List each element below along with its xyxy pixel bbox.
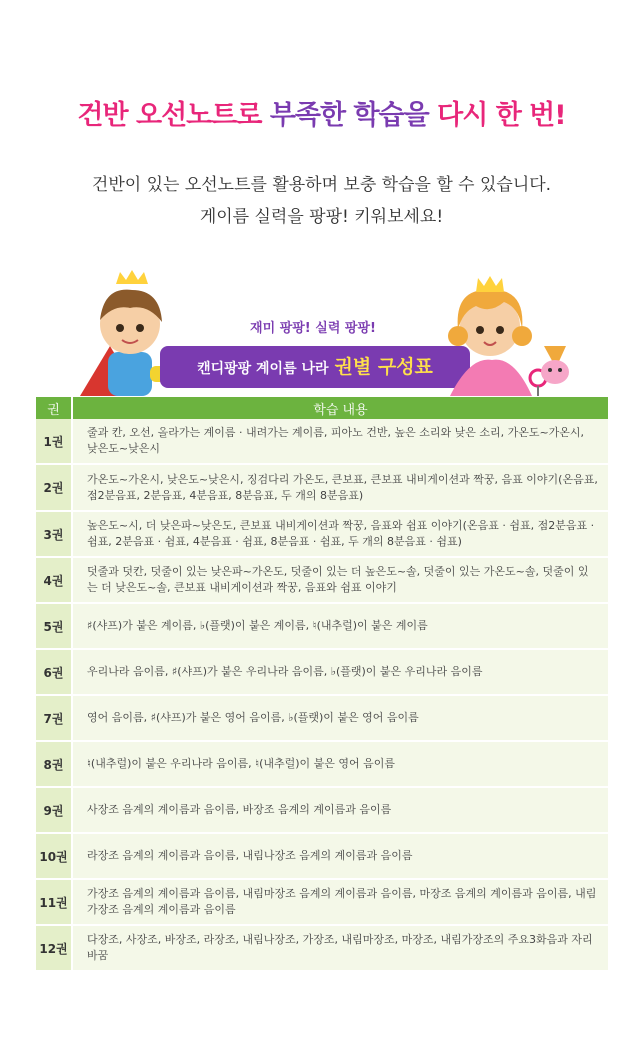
volume-cell: 4권 [36,557,72,603]
table-row [36,511,608,557]
content-cell: 높은도~시, 더 낮은파~낮은도, 큰보표 내비게이션과 짝꿍, 음표와 쉼표 이야기(온음표 · 쉼표, 점2분음표 · 쉼표, 2분음표 · 쉼표, 4분음표 · 쉼표, 8분음표 · 쉼표, 두 개의 8분음표 · 쉼표) [72,511,608,557]
content-cell: 가장조 음계의 계이름과 음이름, 내림마장조 음계의 계이름과 음이름, 마장조 음계의 계이름과 음이름, 내림가장조 음계의 계이름과 음이름 [72,879,608,925]
curriculum-table [36,397,608,972]
content-cell: 사장조 음계의 계이름과 음이름, 바장조 음계의 계이름과 음이름 [72,787,608,833]
volume-cell: 11권 [36,879,72,925]
volume-cell: 1권 [36,419,72,464]
content-cell: ♮(내추럴)이 붙은 우리나라 음이름, ♮(내추럴)이 붙은 영어 음이름 [72,741,608,787]
volume-column-header: 권 [36,397,72,419]
volume-cell: 7권 [36,695,72,741]
banner-slogan: 재미 팡팡! 실력 팡팡! [228,316,398,342]
table-row [36,741,608,787]
table-row [36,925,608,971]
content-cell: 다장조, 사장조, 바장조, 라장조, 내림나장조, 가장조, 내림마장조, 마장조, 내림가장조의 주요3화음과 자리바꿈 [72,925,608,971]
content-cell: 우리나라 음이름, ♯(샤프)가 붙은 우리나라 음이름, ♭(플랫)이 붙은 우리나라 음이름 [72,649,608,695]
volume-cell: 5권 [36,603,72,649]
content-cell: 덧줄과 덧칸, 덧줄이 있는 낮은파~가온도, 덧줄이 있는 더 높은도~솔, 덧줄이 있는 가온도~솔, 덧줄이 있는 더 낮은도~솔, 큰보표 내비게이션과 짝꿍, 음표와 쉼표 이야기 [72,557,608,603]
banner-title-main: 캔디팡팡 계이름 나라 [197,361,329,377]
volume-cell: 6권 [36,649,72,695]
banner-title-highlight: 권별 구성표 [334,356,433,378]
volume-cell: 3권 [36,511,72,557]
content-cell: 영어 음이름, ♯(샤프)가 붙은 영어 음이름, ♭(플랫)이 붙은 영어 음이름 [72,695,608,741]
headline-part2: 부족한 학습을 [269,100,429,131]
volume-cell: 10권 [36,833,72,879]
table-row [36,833,608,879]
banner [0,268,643,398]
headline [0,93,643,132]
volume-cell: 12권 [36,925,72,971]
table-row [36,603,608,649]
table-row [36,787,608,833]
table-row [36,695,608,741]
girl-character-illustration [440,268,580,398]
content-column-header: 학습 내용 [72,397,608,419]
headline-part1: 건반 오선노트로 [77,100,262,131]
table-row [36,879,608,925]
content-cell: 줄과 칸, 오선, 올라가는 계이름 · 내려가는 계이름, 피아노 건반, 높은 소리와 낮은 소리, 가온도~가온시, 낮은도~낮은시 [72,419,608,464]
table-row [36,419,608,464]
table-row [36,557,608,603]
table-row [36,464,608,511]
description-line1: 건반이 있는 오선노트를 활용하며 보충 학습을 할 수 있습니다. [91,175,552,195]
volume-cell: 8권 [36,741,72,787]
headline-part3: 다시 한 번! [437,100,566,131]
table-header-row [36,397,608,419]
description-line2: 게이름 실력을 팡팡! 키워보세요! [199,207,444,227]
banner-title [160,346,470,388]
volume-cell: 9권 [36,787,72,833]
content-cell: ♯(샤프)가 붙은 계이름, ♭(플랫)이 붙은 계이름, ♮(내추럴)이 붙은 계이름 [72,603,608,649]
content-cell: 가온도~가온시, 낮은도~낮은시, 징검다리 가온도, 큰보표, 큰보표 내비게이션과 짝꿍, 음표 이야기(온음표, 점2분음표, 2분음표, 4분음표, 8분음표, 두 개의 8분음표) [72,464,608,511]
table-row [36,649,608,695]
volume-cell: 2권 [36,464,72,511]
content-cell: 라장조 음계의 계이름과 음이름, 내림나장조 음계의 계이름과 음이름 [72,833,608,879]
